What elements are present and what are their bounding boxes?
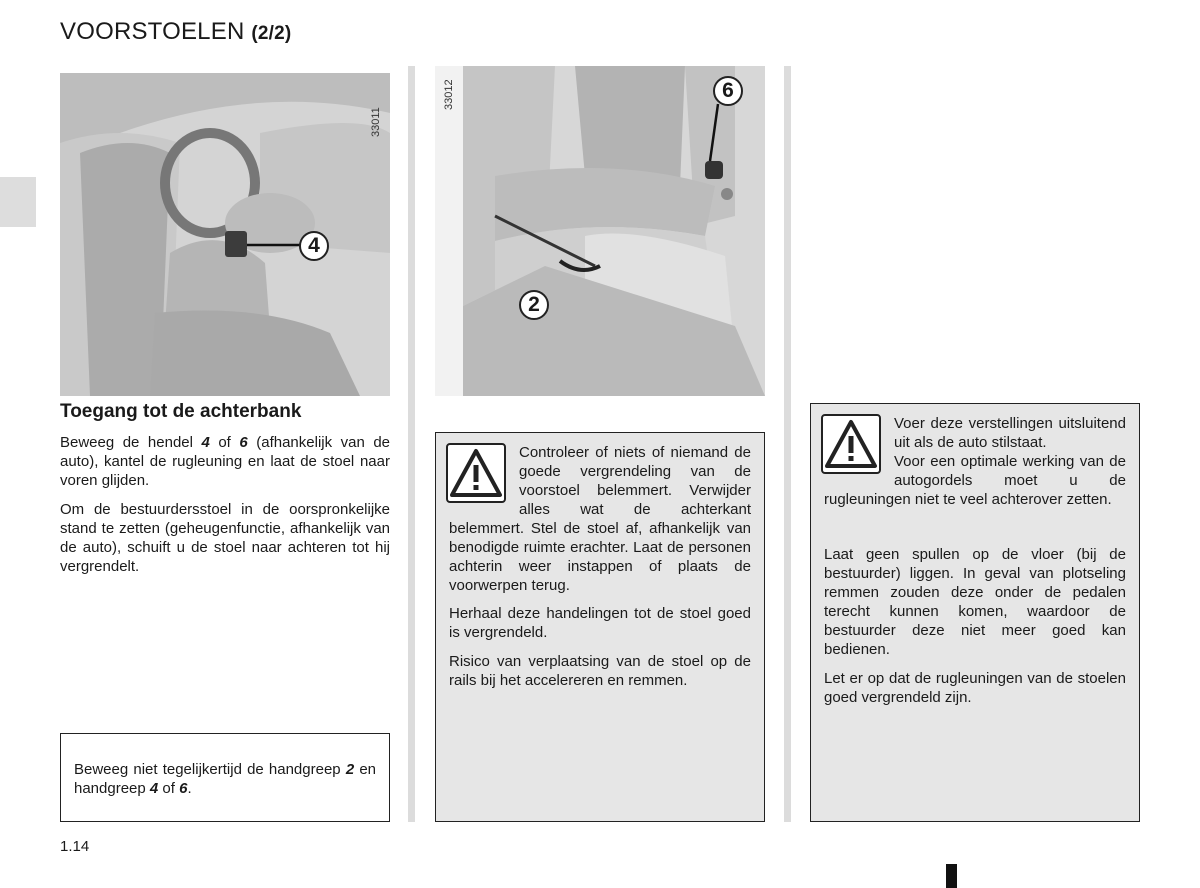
callout-4: 4 [299,231,329,261]
note-text [74,760,376,798]
page-edge-marker [946,864,957,888]
text-run: Controleer of niets of niemand de goede vergrendeling van de voorstoel belemmert. Verwijder alles wat de achterkant belemmert. Stel de stoel af, afhankelijk van benodigde ruimte erachter. Laat de personen achterin weer instappen of plaats de voorwerpen terug. [449,444,751,594]
ref-number: 6 [179,780,188,797]
text-run: Voor een optimale werking van de autogordels moet u de rugleuningen niet te veel achterover zetten. [824,453,1126,508]
page-number: 1.14 [60,838,90,855]
icon-spacer [824,414,894,478]
warning-right-text-3: Laat geen spullen op de vloer (bij de bestuurder) liggen. In geval van plotseling remmen zouden deze onder de pedalen terecht kunnen komen, waardoor de bestuurder deze niet meer goed kan bedienen. [824,546,1126,658]
ref-number: 2 [345,761,355,778]
warning-right-text-4: Let er op dat de rugleuningen van de stoelen goed vergrendeld zijn. [824,670,1126,706]
callout-2: 2 [519,290,549,320]
seat-levers-photo-right [435,66,765,396]
warning-right-text-1 [824,414,1126,509]
page-title-suffix: (2/2) [251,23,292,44]
callout-6: 6 [713,76,743,106]
warning-middle-text-2: Herhaal deze handelingen tot de stoel goed is vergrendeld. [449,605,751,641]
text-run: Beweeg de hendel [60,434,202,451]
page-title [60,18,291,46]
text-run: of [209,434,240,451]
section-paragraph-2: Om de bestuurdersstoel in de oorspronkelijke stand te zetten (geheugenfunctie, afhankelijk van de auto), schuift u de stoel naar achteren tot hij vergrendelt. [60,501,390,575]
chapter-tab [0,177,36,227]
ref-number: 4 [149,780,159,797]
text-run: Beweeg niet tegelijkertijd de handgreep [74,761,346,778]
column-divider-right [784,66,791,822]
section-heading: Toegang tot de achterbank [60,401,302,422]
photo-code-left: 33011 [370,107,382,137]
section-paragraph-1 [60,433,390,490]
ref-number: 4 [201,434,210,451]
warning-middle-text-3: Risico van verplaatsing van de stoel op de rails bij het accelereren en remmen. [449,653,751,689]
text-run: (afhankelijk van de auto), kantel de rugleuning en laat de stoel naar voren glijden. [60,434,390,489]
text-run: of [158,780,180,797]
text-run: Voer deze verstellingen uitsluitend uit als de auto stilstaat. [894,415,1126,451]
ref-number: 6 [239,434,248,451]
warning-box-right [810,403,1140,822]
note-box [60,733,390,822]
warning-middle-text-1 [449,443,751,595]
warning-box-middle [435,432,765,822]
text-run: en handgreep [74,761,376,797]
column-divider-left [408,66,415,822]
page-title-main: VOORSTOELEN [60,18,245,45]
icon-spacer [449,443,519,507]
photo-code-right: 33012 [443,79,455,110]
text-run: . [187,780,192,797]
car-interior-photo-left [60,73,390,396]
